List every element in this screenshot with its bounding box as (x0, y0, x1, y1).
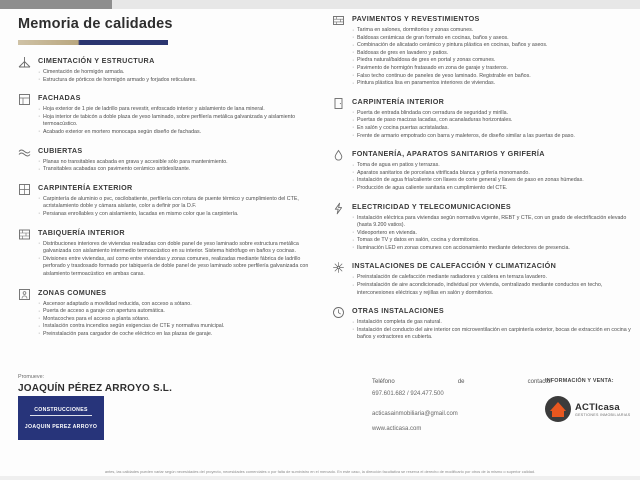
list-item: · Preinstalación de aire acondicionado, individual por vivienda, centralizado mediante conductos en techo, interconexiones eléctricas y rejillas en salón y dormitorios. (352, 282, 632, 297)
list-item: · Tarima en salones, dormitorios y zonas comunes. (352, 27, 632, 35)
acticasa-brand: ACTIcasa (575, 401, 620, 413)
hvac-icon (332, 261, 345, 274)
section-list (352, 274, 632, 297)
list-item: · Instalación eléctrica para viviendas según normativa vigente, REBT y CTE, con un grado de electrificación elevado (hasta 9.200 vatios). (352, 215, 632, 230)
bottom-strip (0, 476, 640, 480)
list-item: · Ascensor adaptado a movilidad reducida, con acceso a sótano. (38, 301, 318, 309)
list-item: · Pavimento de hormigón fratasado en zona de garaje y trasteros. (352, 65, 632, 73)
section-roof (18, 146, 318, 174)
other-icon (332, 306, 345, 319)
builder-logo-line1: CONSTRUCCIONES (34, 406, 88, 413)
list-item: · Toma de agua en patios y terrazas. (352, 162, 632, 170)
section-plumbing (332, 149, 632, 192)
promoter-name: JOAQUÍN PÉREZ ARROYO S.L. (18, 383, 173, 394)
section-facade (18, 93, 318, 136)
section-title: FONTANERÍA, APARATOS SANITARIOS Y GRIFERÍA (352, 149, 545, 159)
builder-logo-divider (30, 415, 92, 416)
section-hvac (332, 261, 632, 297)
acticasa-logo (545, 392, 633, 426)
section-list (38, 106, 318, 136)
info-sales-label: INFORMACIÓN Y VENTA: (545, 378, 614, 384)
section-window (18, 183, 318, 219)
facade-icon (18, 93, 31, 106)
section-title: CARPINTERÍA EXTERIOR (38, 182, 133, 192)
section-list (38, 159, 318, 174)
top-strip-accent (0, 0, 112, 9)
foundation-icon (18, 56, 31, 69)
builder-logo-line2: JOAQUIN PEREZ ARROYO (24, 423, 98, 430)
common-areas-icon (18, 288, 31, 301)
list-item: · Frente de armario empotrado con barra y maleteros, de diseño similar a las puertas de paso. (352, 133, 632, 141)
door-icon (332, 97, 345, 110)
list-item: · Divisiones entre viviendas, así como entre viviendas y zonas comunes, realizadas mediante fábrica de ladrillo perforado y trasdosado formado por tabiquería de doble panel de yeso laminado sobre perfilería galvanizada con aislamiento termoacústico en ambas caras. (38, 256, 318, 279)
list-item: · Cimentación de hormigón armada. (38, 69, 318, 77)
contact-email[interactable]: acticasainmobiliaria@gmail.com (372, 411, 458, 417)
contact-phones: 697.601.682 / 924.477.500 (372, 391, 444, 397)
contact-phone-label: Teléfono (372, 379, 395, 385)
section-list (38, 241, 318, 279)
list-item: · Transitables acabadas con pavimento cerámico antideslizante. (38, 166, 318, 174)
list-item: · Planas no transitables acabada en grava y accesible sólo para mantenimiento. (38, 159, 318, 167)
contact-block (372, 376, 552, 435)
section-common-areas (18, 288, 318, 339)
top-strip (0, 0, 640, 9)
list-item: · Hoja interior de tabicón a doble plaza de yeso laminado, sobre perfilería metálica galvanizada y aislamiento termoacústico. (38, 114, 318, 129)
section-foundation (18, 56, 318, 84)
list-item: · Aparatos sanitarios de porcelana vitrificada blanca y grifería monomando. (352, 170, 632, 178)
list-item: · Instalación contra incendios según exigencias de CTE y normativa municipal. (38, 323, 318, 331)
list-item: · Piedra natural/baldosa de gres en portal y zonas comunes. (352, 57, 632, 65)
list-item: · Videoportero en vivienda. (352, 230, 632, 238)
list-item: · Preinstalación para cargador de coche eléctrico en las plazas de garaje. (38, 331, 318, 339)
left-column (18, 56, 318, 347)
list-item: · Puerta de entrada blindada con cerradura de seguridad y mirilla. (352, 110, 632, 118)
list-item: · Baldosas de gres en lavadero y patios. (352, 50, 632, 58)
list-item: · Baldosas cerámicas de gran formato en cocinas, baños y aseos. (352, 35, 632, 43)
list-item: · Combinación de alicatado cerámico y pintura plástica en cocinas, baños y aseos. (352, 42, 632, 50)
section-list (352, 110, 632, 140)
list-item: · Instalación de agua fría/caliente con llaves de corte general y llaves de paso en zonas húmedas. (352, 177, 632, 185)
builder-logo (18, 396, 104, 440)
list-item: · Instalación completa de gas natural. (352, 319, 632, 327)
promoter-block (18, 374, 318, 394)
section-title: CARPINTERÍA INTERIOR (352, 96, 445, 106)
section-title: FACHADAS (38, 93, 81, 103)
list-item: · Producción de agua caliente sanitaria en cumplimiento del CTE. (352, 185, 632, 193)
roof-icon (18, 146, 31, 159)
contact-contacto-label: contacto: (527, 379, 552, 385)
list-item: · Falso techo continuo de paneles de yeso laminado. Registrable en baños. (352, 73, 632, 81)
list-item: · Acabado exterior en mortero monocapa según diseño de fachadas. (38, 129, 318, 137)
list-item: · Tomas de TV y datos en salón, cocina y dormitorios. (352, 237, 632, 245)
list-item: · Puerta de acceso a garaje con apertura automática. (38, 308, 318, 316)
partition-icon (18, 228, 31, 241)
section-list (352, 215, 632, 253)
section-title: OTRAS INSTALACIONES (352, 306, 444, 316)
acticasa-subtitle: GESTIONES INMOBILIARIAS (575, 412, 631, 417)
right-column (332, 14, 632, 351)
contact-website[interactable]: www.acticasa.com (372, 426, 422, 432)
list-item: · Persianas enrollables y con aislamiento, lacadas en mismo color que la carpintería. (38, 211, 318, 219)
section-title: CUBIERTAS (38, 145, 83, 155)
plumbing-icon (332, 149, 345, 162)
list-item: · Puertas de paso macizas lacadas, con acanaladuras horizontales. (352, 117, 632, 125)
contact-de-label: de (457, 379, 465, 385)
house-icon (545, 396, 571, 422)
list-item: · Carpintería de aluminio o pvc, oscilobatiente, perfilería con rotura de puente térmico y cumplimiento del CTE, acristalamiento doble y cámara aislante, color a definir por la D.F. (38, 196, 318, 211)
section-list (352, 27, 632, 88)
section-title: INSTALACIONES DE CALEFACCIÓN Y CLIMATIZACIÓN (352, 261, 557, 271)
section-title: PAVIMENTOS Y REVESTIMIENTOS (352, 14, 480, 23)
page-title: Memoria de calidades (18, 16, 173, 32)
list-item: · Estructura de pórticos de hormigón armado y forjados reticulares. (38, 77, 318, 85)
section-partition (18, 228, 318, 279)
footer-disclaimer: antes, las calidades pueden variar según necesidades del proyecto, necesidades comerciales o por falta de suministro en el mercado. En este caso, la dirección facultativa se reserva el derecho de modificarlo por otros de la mismo o superior calidad. (104, 469, 536, 474)
list-item: · Instalación del conducto del aire interior con microventilación en carpintería exterior, bocas de extracción en cocina y baños y extractores en cubierta. (352, 327, 632, 342)
section-list (38, 196, 318, 219)
section-title: ZONAS COMUNES (38, 287, 107, 297)
section-other (332, 306, 632, 342)
flooring-icon (332, 14, 345, 27)
list-item: · Distribuciones interiores de viviendas realizadas con doble panel de yeso laminado sobre estructura metálica galvanizada con aislamiento intermedio termoacústico en su interior. Sistema hidrófugo en baños y cocinas. (38, 241, 318, 256)
section-flooring (332, 14, 632, 88)
title-rule (18, 40, 168, 45)
section-title: ELECTRICIDAD Y TELECOMUNICACIONES (352, 201, 512, 211)
section-title: CIMENTACIÓN Y ESTRUCTURA (38, 56, 155, 65)
section-list (352, 319, 632, 342)
section-list (352, 162, 632, 192)
electricity-icon (332, 202, 345, 215)
list-item: · Pintura plástica lisa en paramentos interiores de viviendas. (352, 80, 632, 88)
section-list (38, 301, 318, 339)
list-item: · Iluminación LED en zonas comunes con accionamiento mediante detectores de presencia. (352, 245, 632, 253)
section-list (38, 69, 318, 84)
window-icon (18, 183, 31, 196)
section-title: TABIQUERÍA INTERIOR (38, 227, 125, 237)
section-electricity (332, 202, 632, 253)
list-item: · Montacoches para el acceso a planta sótano. (38, 316, 318, 324)
promoter-label: Promueve: (18, 374, 45, 380)
list-item: · Hoja exterior de 1 pie de ladrillo para revestir, enfoscado interior y aislamiento de lana mineral. (38, 106, 318, 114)
section-door (332, 97, 632, 140)
list-item: · En salón y cocina puertas acristaladas. (352, 125, 632, 133)
contact-label-row (372, 376, 552, 388)
list-item: · Preinstalación de calefacción mediante radiadores y caldera en terraza lavadero. (352, 274, 632, 282)
